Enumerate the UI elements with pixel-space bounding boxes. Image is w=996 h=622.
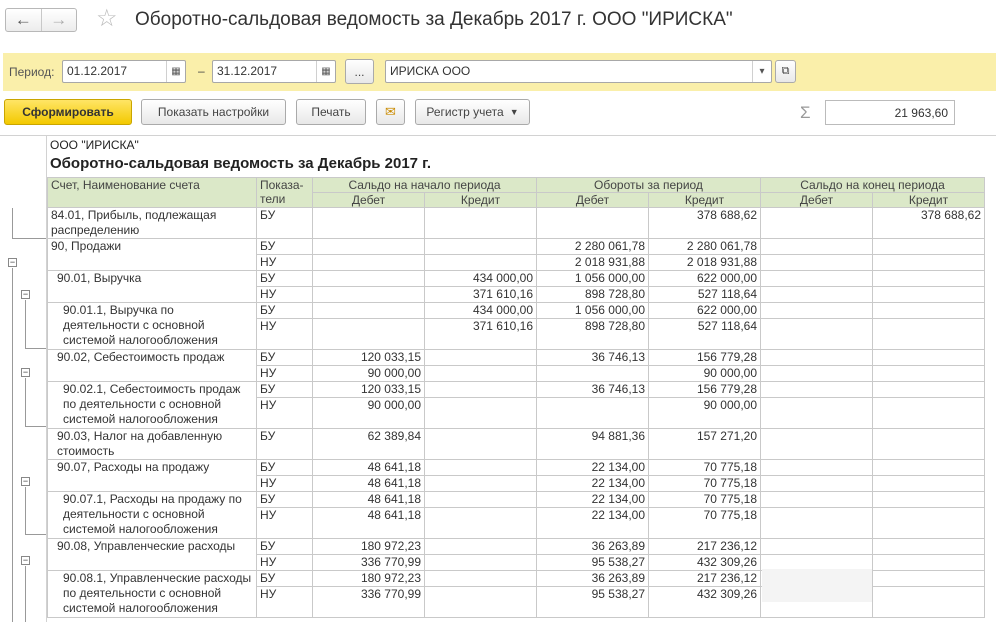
tree-line [12, 238, 46, 239]
indicator-cell: БУ [257, 239, 313, 255]
amount-cell[interactable] [425, 398, 537, 429]
forward-arrow-icon[interactable]: → [41, 9, 77, 31]
date-from-input[interactable] [62, 60, 186, 83]
account-cell[interactable]: 90, Продажи [48, 239, 257, 271]
amount-cell[interactable]: 22 134,00 [537, 508, 649, 539]
amount-cell[interactable]: 156 779,28 [649, 350, 761, 366]
amount-cell[interactable]: 120 033,15 [313, 382, 425, 398]
print-button[interactable]: Печать [296, 99, 366, 125]
amount-cell[interactable] [761, 382, 873, 398]
header-debit: Дебет [313, 193, 425, 208]
amount-cell[interactable] [873, 303, 985, 319]
amount-cell[interactable] [761, 398, 873, 429]
amount-cell[interactable] [873, 460, 985, 476]
organization-input[interactable] [385, 60, 772, 83]
amount-cell[interactable] [313, 303, 425, 319]
collapse-icon[interactable]: − [22, 367, 29, 377]
amount-cell[interactable]: 432 309,26 [649, 555, 761, 571]
table-row[interactable] [48, 382, 985, 398]
amount-cell[interactable] [425, 539, 537, 555]
account-cell[interactable]: 90.07.1, Расходы на продажу по деятельности с основной системой налогообложения [48, 492, 257, 539]
report-title: Оборотно-сальдовая ведомость за Декабрь 2017 г. [50, 155, 432, 172]
amount-cell[interactable] [425, 476, 537, 492]
amount-cell[interactable]: 527 118,64 [649, 319, 761, 350]
collapse-icon[interactable]: − [22, 289, 29, 299]
collapse-icon[interactable]: − [22, 476, 29, 486]
amount-cell[interactable] [873, 271, 985, 287]
amount-cell[interactable] [761, 366, 873, 382]
table-row[interactable] [48, 271, 985, 287]
amount-cell[interactable]: 156 779,28 [649, 382, 761, 398]
sigma-icon: Σ [800, 103, 811, 122]
amount-cell[interactable]: 180 972,23 [313, 539, 425, 555]
amount-cell[interactable] [873, 350, 985, 366]
amount-cell[interactable] [873, 255, 985, 271]
amount-cell[interactable]: 70 775,18 [649, 476, 761, 492]
amount-cell[interactable] [761, 508, 873, 539]
header-debit: Дебет [761, 193, 873, 208]
indicator-cell: БУ [257, 271, 313, 287]
table-row[interactable] [48, 492, 985, 508]
amount-cell[interactable] [761, 492, 873, 508]
amount-cell[interactable]: 36 746,13 [537, 382, 649, 398]
tree-line [12, 208, 13, 238]
amount-cell[interactable]: 90 000,00 [649, 366, 761, 382]
amount-cell[interactable] [425, 239, 537, 255]
amount-cell[interactable] [761, 429, 873, 460]
amount-cell[interactable] [313, 287, 425, 303]
amount-cell[interactable]: 70 775,18 [649, 492, 761, 508]
header-closing-balance: Сальдо на конец периода [761, 178, 985, 193]
indicator-cell: НУ [257, 555, 313, 571]
amount-cell[interactable] [425, 555, 537, 571]
indicator-cell: БУ [257, 571, 313, 587]
selection-highlight [762, 569, 872, 602]
collapse-icon[interactable]: − [9, 257, 16, 267]
window-title: Оборотно-сальдовая ведомость за Декабрь 2017 г. ООО "ИРИСКА" [135, 9, 733, 30]
amount-cell[interactable] [873, 239, 985, 255]
favorite-star-icon[interactable]: ☆ [96, 5, 118, 32]
indicator-cell: БУ [257, 303, 313, 319]
amount-cell[interactable]: 62 389,84 [313, 429, 425, 460]
amount-cell[interactable] [873, 508, 985, 539]
amount-cell[interactable]: 622 000,00 [649, 303, 761, 319]
header-credit: Кредит [425, 193, 537, 208]
indicator-cell: НУ [257, 255, 313, 271]
indicator-cell: НУ [257, 319, 313, 350]
amount-cell[interactable]: 434 000,00 [425, 303, 537, 319]
amount-cell[interactable]: 898 728,80 [537, 287, 649, 303]
tree-line [25, 426, 46, 427]
amount-cell[interactable]: 432 309,26 [649, 587, 761, 618]
amount-cell[interactable]: 36 263,89 [537, 539, 649, 555]
period-select-button[interactable]: ... [345, 59, 374, 84]
amount-cell[interactable] [425, 429, 537, 460]
amount-cell[interactable] [873, 382, 985, 398]
amount-cell[interactable]: 898 728,80 [537, 319, 649, 350]
history-nav [5, 8, 77, 32]
amount-cell[interactable] [425, 508, 537, 539]
indicator-cell: НУ [257, 287, 313, 303]
indicator-cell: НУ [257, 587, 313, 618]
amount-cell[interactable] [425, 382, 537, 398]
amount-cell[interactable]: 371 610,16 [425, 319, 537, 350]
table-row[interactable] [48, 208, 985, 239]
amount-cell[interactable]: 434 000,00 [425, 271, 537, 287]
amount-cell[interactable] [537, 208, 649, 239]
header-credit: Кредит [873, 193, 985, 208]
amount-cell[interactable]: 336 770,99 [313, 555, 425, 571]
amount-cell[interactable]: 95 538,27 [537, 587, 649, 618]
header-account: Счет, Наименование счета [48, 178, 257, 208]
amount-cell[interactable] [873, 319, 985, 350]
amount-cell[interactable] [761, 271, 873, 287]
account-cell[interactable]: 84.01, Прибыль, подлежащая распределению [48, 208, 257, 239]
amount-cell[interactable] [873, 587, 985, 618]
amount-cell[interactable] [425, 587, 537, 618]
amount-cell[interactable] [425, 350, 537, 366]
sum-field: 21 963,60 [825, 100, 955, 125]
table-row[interactable] [48, 460, 985, 476]
amount-cell[interactable]: 22 134,00 [537, 460, 649, 476]
tree-line [12, 268, 13, 622]
amount-cell[interactable]: 90 000,00 [313, 366, 425, 382]
indicator-cell: БУ [257, 208, 313, 239]
amount-cell[interactable] [761, 287, 873, 303]
amount-cell[interactable] [873, 571, 985, 587]
amount-cell[interactable] [761, 239, 873, 255]
amount-cell[interactable]: 90 000,00 [649, 398, 761, 429]
amount-cell[interactable]: 371 610,16 [425, 287, 537, 303]
amount-cell[interactable]: 336 770,99 [313, 587, 425, 618]
amount-cell[interactable] [761, 476, 873, 492]
amount-cell[interactable] [425, 492, 537, 508]
amount-cell[interactable]: 22 134,00 [537, 476, 649, 492]
amount-cell[interactable] [313, 208, 425, 239]
period-dash: – [198, 64, 205, 78]
amount-cell[interactable] [537, 398, 649, 429]
amount-cell[interactable] [761, 319, 873, 350]
show-settings-button[interactable]: Показать настройки [141, 99, 286, 125]
register-dropdown[interactable] [415, 99, 530, 125]
header-credit: Кредит [649, 193, 761, 208]
amount-cell[interactable]: 70 775,18 [649, 460, 761, 476]
amount-cell[interactable]: 95 538,27 [537, 555, 649, 571]
period-bar [3, 53, 996, 91]
dropdown-arrow-icon[interactable]: ▾ [752, 61, 771, 82]
amount-cell[interactable]: 22 134,00 [537, 492, 649, 508]
amount-cell[interactable] [761, 303, 873, 319]
amount-cell[interactable]: 622 000,00 [649, 271, 761, 287]
amount-cell[interactable]: 36 746,13 [537, 350, 649, 366]
header-indicator: Показа- тели [257, 178, 313, 208]
table-row[interactable] [48, 303, 985, 319]
turnover-table [47, 177, 985, 618]
account-cell[interactable]: 90.08.1, Управленческие расходы по деятельности с основной системой налогообложения [48, 571, 257, 618]
indicator-cell: БУ [257, 460, 313, 476]
amount-cell[interactable]: 48 641,18 [313, 492, 425, 508]
header-debit: Дебет [537, 193, 649, 208]
account-cell[interactable]: 90.01, Выручка [48, 271, 257, 303]
amount-cell[interactable] [761, 460, 873, 476]
amount-cell[interactable] [873, 476, 985, 492]
header-turnover: Обороты за период [537, 178, 761, 193]
account-cell[interactable]: 90.02, Себестоимость продаж [48, 350, 257, 382]
amount-cell[interactable]: 36 263,89 [537, 571, 649, 587]
send-email-icon[interactable]: ✉ [376, 99, 405, 125]
amount-cell[interactable] [873, 398, 985, 429]
report-sheet [0, 135, 996, 622]
grouping-gutter [0, 208, 47, 622]
account-cell[interactable]: 90.08, Управленческие расходы [48, 539, 257, 571]
register-label: Регистр учета [426, 105, 504, 119]
organization-value: ИРИСКА ООО [390, 64, 471, 78]
date-from-value: 01.12.2017 [67, 64, 128, 78]
amount-cell[interactable] [873, 429, 985, 460]
amount-cell[interactable]: 157 271,20 [649, 429, 761, 460]
date-to-input[interactable] [212, 60, 336, 83]
calendar-icon[interactable]: ▦ [166, 61, 185, 82]
amount-cell[interactable]: 2 280 061,78 [537, 239, 649, 255]
amount-cell[interactable]: 217 236,12 [649, 571, 761, 587]
table-row[interactable] [48, 539, 985, 555]
indicator-cell: НУ [257, 366, 313, 382]
table-row[interactable] [48, 429, 985, 460]
amount-cell[interactable]: 94 881,36 [537, 429, 649, 460]
amount-cell[interactable]: 70 775,18 [649, 508, 761, 539]
amount-cell[interactable] [425, 571, 537, 587]
amount-cell[interactable]: 2 018 931,88 [537, 255, 649, 271]
amount-cell[interactable]: 378 688,62 [649, 208, 761, 239]
amount-cell[interactable] [873, 492, 985, 508]
table-row[interactable] [48, 350, 985, 366]
amount-cell[interactable]: 90 000,00 [313, 398, 425, 429]
indicator-cell: НУ [257, 476, 313, 492]
account-cell[interactable]: 90.07, Расходы на продажу [48, 460, 257, 492]
account-cell[interactable]: 90.02.1, Себестоимость продаж по деятельности с основной системой налогообложения [48, 382, 257, 429]
amount-cell[interactable]: 378 688,62 [873, 208, 985, 239]
amount-cell[interactable] [761, 255, 873, 271]
header-opening-balance: Сальдо на начало периода [313, 178, 537, 193]
amount-cell[interactable]: 1 056 000,00 [537, 271, 649, 287]
amount-cell[interactable]: 120 033,15 [313, 350, 425, 366]
date-to-value: 31.12.2017 [217, 64, 278, 78]
tree-line [25, 348, 46, 349]
amount-cell[interactable]: 1 056 000,00 [537, 303, 649, 319]
amount-cell[interactable]: 48 641,18 [313, 460, 425, 476]
back-arrow-icon[interactable]: ← [14, 10, 32, 29]
period-label: Период: [9, 65, 55, 79]
indicator-cell: БУ [257, 539, 313, 555]
tree-line [25, 534, 46, 535]
tree-line [25, 566, 26, 622]
amount-cell[interactable]: 180 972,23 [313, 571, 425, 587]
amount-cell[interactable]: 48 641,18 [313, 508, 425, 539]
tree-line [25, 487, 26, 534]
table-row[interactable] [48, 239, 985, 255]
amount-cell[interactable] [537, 366, 649, 382]
amount-cell[interactable]: 2 018 931,88 [649, 255, 761, 271]
collapse-icon[interactable]: − [22, 555, 29, 565]
amount-cell[interactable] [313, 239, 425, 255]
indicator-cell: НУ [257, 508, 313, 539]
amount-cell[interactable] [873, 555, 985, 571]
indicator-cell: БУ [257, 429, 313, 460]
amount-cell[interactable] [761, 539, 873, 555]
account-cell[interactable]: 90.03, Налог на добавленную стоимость [48, 429, 257, 460]
account-cell[interactable]: 90.01.1, Выручка по деятельности с основной системой налогообложения [48, 303, 257, 350]
generate-button[interactable]: Сформировать [4, 99, 132, 125]
amount-cell[interactable] [761, 208, 873, 239]
amount-cell[interactable] [425, 208, 537, 239]
amount-cell[interactable] [873, 287, 985, 303]
amount-cell[interactable]: 527 118,64 [649, 287, 761, 303]
amount-cell[interactable] [873, 539, 985, 555]
amount-cell[interactable] [873, 366, 985, 382]
amount-cell[interactable]: 217 236,12 [649, 539, 761, 555]
amount-cell[interactable] [425, 366, 537, 382]
tree-line [25, 378, 26, 426]
calendar-icon[interactable]: ▦ [316, 61, 335, 82]
tree-line [25, 300, 26, 348]
open-organization-icon[interactable]: ⧉ [775, 60, 796, 83]
amount-cell[interactable]: 2 280 061,78 [649, 239, 761, 255]
indicator-cell: БУ [257, 492, 313, 508]
indicator-cell: БУ [257, 350, 313, 366]
amount-cell[interactable] [313, 271, 425, 287]
amount-cell[interactable] [313, 319, 425, 350]
report-organization: ООО "ИРИСКА" [50, 138, 139, 152]
indicator-cell: НУ [257, 398, 313, 429]
amount-cell[interactable] [313, 255, 425, 271]
chevron-down-icon: ▼ [509, 107, 519, 117]
amount-cell[interactable]: 48 641,18 [313, 476, 425, 492]
amount-cell[interactable] [425, 255, 537, 271]
amount-cell[interactable] [425, 460, 537, 476]
indicator-cell: БУ [257, 382, 313, 398]
amount-cell[interactable] [761, 350, 873, 366]
